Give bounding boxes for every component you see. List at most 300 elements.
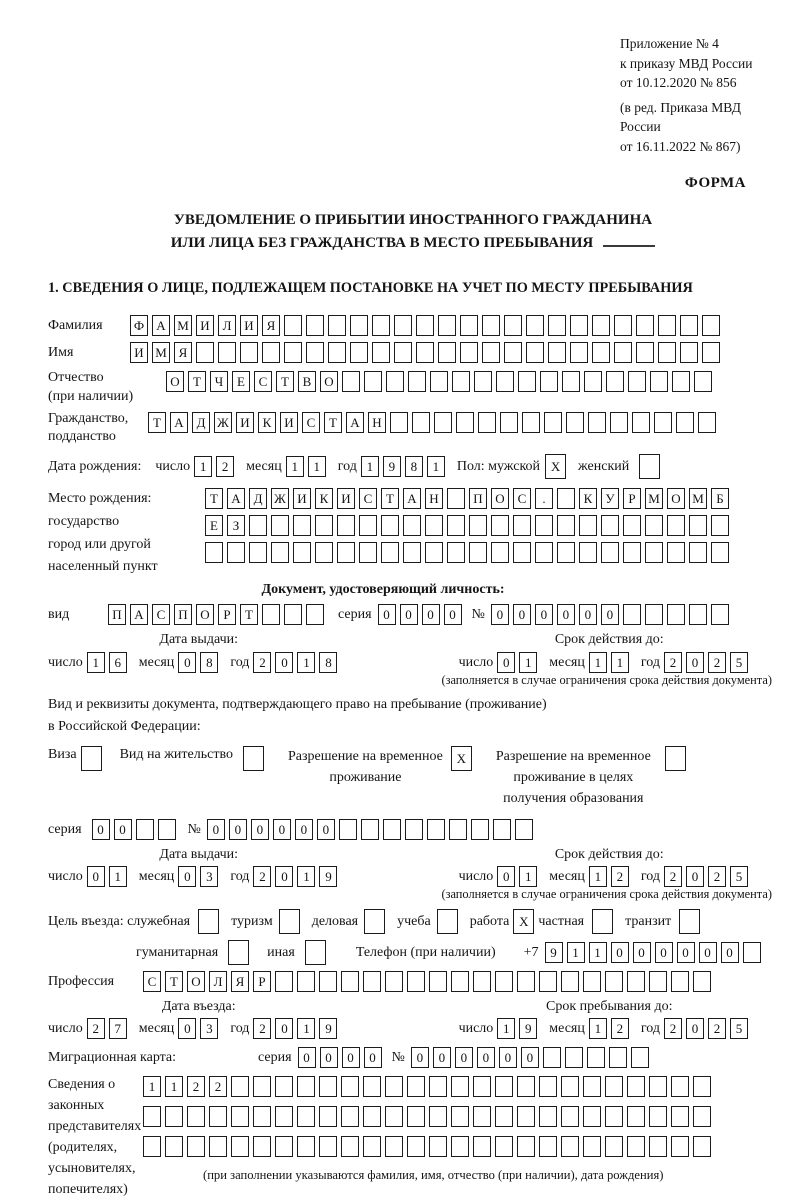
form-cell[interactable] [570,315,588,336]
form-cell[interactable]: Е [205,515,223,536]
purpose-tourism-checkbox[interactable] [279,909,304,934]
form-cell[interactable] [566,412,584,433]
form-cell[interactable]: 1 [589,866,607,887]
form-cell[interactable] [196,342,214,363]
form-cell[interactable]: И [196,315,214,336]
form-cell[interactable]: 0 [686,652,704,673]
form-cell[interactable]: 6 [109,652,127,673]
form-cell[interactable]: С [254,371,272,392]
form-cell[interactable]: А [403,488,421,509]
form-cell[interactable] [383,819,401,840]
form-cell[interactable] [429,1076,447,1097]
form-cell[interactable] [583,1106,601,1127]
form-cell[interactable] [632,412,650,433]
form-cell[interactable]: И [280,412,298,433]
form-cell[interactable] [694,371,712,392]
form-cell[interactable]: Т [324,412,342,433]
form-cell[interactable] [645,515,663,536]
form-cell[interactable] [605,1106,623,1127]
form-cell[interactable]: 0 [699,942,717,963]
form-cell[interactable]: Т [240,604,258,625]
form-cell[interactable] [689,542,707,563]
form-cell[interactable] [451,1136,469,1157]
form-cell[interactable]: 2 [253,1018,271,1039]
form-cell[interactable] [665,746,686,771]
form-cell[interactable]: 1 [286,456,304,477]
form-cell[interactable] [623,604,641,625]
form-cell[interactable] [341,1106,359,1127]
form-cell[interactable]: 9 [545,942,563,963]
form-cell[interactable] [408,371,426,392]
form-cell[interactable]: . [535,488,553,509]
form-cell[interactable]: Я [262,315,280,336]
form-cell[interactable]: А [130,604,148,625]
form-cell[interactable]: 0 [677,942,695,963]
form-cell[interactable]: О [491,488,509,509]
form-cell[interactable] [671,1076,689,1097]
temp-residence-checkbox[interactable] [451,746,476,771]
form-cell[interactable]: 2 [216,456,234,477]
form-cell[interactable] [306,604,324,625]
guardians-row1-input[interactable] [143,1076,715,1097]
given-name-input[interactable] [130,342,724,363]
form-cell[interactable]: 2 [664,866,682,887]
form-cell[interactable] [394,342,412,363]
form-cell[interactable] [693,971,711,992]
form-cell[interactable]: 0 [686,866,704,887]
form-cell[interactable]: Т [148,412,166,433]
form-cell[interactable]: 0 [320,1047,338,1068]
form-cell[interactable] [187,1136,205,1157]
form-cell[interactable]: 1 [297,652,315,673]
form-cell[interactable] [473,1076,491,1097]
purpose-other-checkbox[interactable] [305,940,330,965]
residence-permit-checkbox[interactable] [243,746,268,771]
form-cell[interactable] [557,542,575,563]
form-cell[interactable]: Т [188,371,206,392]
form-cell[interactable] [565,1047,583,1068]
form-cell[interactable]: 1 [143,1076,161,1097]
form-cell[interactable] [364,909,385,934]
form-cell[interactable] [522,412,540,433]
form-cell[interactable] [341,1076,359,1097]
form-cell[interactable] [319,1076,337,1097]
form-cell[interactable] [364,371,382,392]
form-cell[interactable] [407,1136,425,1157]
form-cell[interactable] [473,1106,491,1127]
form-cell[interactable]: 0 [251,819,269,840]
form-cell[interactable]: 0 [114,819,132,840]
profession-input[interactable] [143,971,715,992]
form-cell[interactable]: 1 [297,1018,315,1039]
id-expiry-day-input[interactable] [497,652,541,673]
form-cell[interactable] [297,1076,315,1097]
stay-month-input[interactable] [589,1018,633,1039]
form-cell[interactable]: 0 [491,604,509,625]
form-cell[interactable] [143,1136,161,1157]
form-cell[interactable] [361,819,379,840]
purpose-transit-checkbox[interactable] [679,909,704,934]
form-cell[interactable]: 2 [611,1018,629,1039]
form-cell[interactable] [478,412,496,433]
citizenship-input[interactable] [148,412,720,433]
form-cell[interactable]: 0 [364,1047,382,1068]
form-cell[interactable]: П [469,488,487,509]
form-cell[interactable]: Л [218,315,236,336]
form-cell[interactable]: 2 [664,1018,682,1039]
form-cell[interactable]: К [258,412,276,433]
form-cell[interactable] [605,1076,623,1097]
doc-type-input[interactable] [108,604,328,625]
form-cell[interactable]: Ф [130,315,148,336]
form-cell[interactable] [319,1106,337,1127]
form-cell[interactable] [579,542,597,563]
form-cell[interactable] [605,1136,623,1157]
form-cell[interactable] [372,342,390,363]
form-cell[interactable] [460,342,478,363]
form-cell[interactable] [328,315,346,336]
form-cell[interactable]: А [227,488,245,509]
form-cell[interactable] [557,515,575,536]
birthplace-row1-input[interactable] [205,488,733,509]
form-cell[interactable] [209,1136,227,1157]
form-cell[interactable] [515,819,533,840]
form-cell[interactable] [385,1076,403,1097]
form-cell[interactable]: 2 [253,652,271,673]
form-cell[interactable] [658,342,676,363]
form-cell[interactable] [526,342,544,363]
form-cell[interactable]: М [689,488,707,509]
form-cell[interactable] [449,819,467,840]
form-cell[interactable] [284,604,302,625]
form-cell[interactable] [372,315,390,336]
form-cell[interactable]: 0 [477,1047,495,1068]
form-cell[interactable] [698,412,716,433]
permit-series-input[interactable] [92,819,180,840]
id-issue-month-input[interactable] [178,652,222,673]
form-cell[interactable]: 8 [405,456,423,477]
form-cell[interactable] [407,1076,425,1097]
permit-number-input[interactable] [207,819,537,840]
form-cell[interactable] [339,819,357,840]
form-cell[interactable] [493,819,511,840]
form-cell[interactable]: 0 [342,1047,360,1068]
form-cell[interactable] [517,1106,535,1127]
form-cell[interactable]: Ж [214,412,232,433]
form-cell[interactable] [711,604,729,625]
form-cell[interactable] [583,971,601,992]
form-cell[interactable]: А [170,412,188,433]
form-cell[interactable] [293,515,311,536]
form-cell[interactable] [495,1136,513,1157]
form-cell[interactable]: И [240,315,258,336]
form-cell[interactable] [350,315,368,336]
form-cell[interactable]: 5 [730,1018,748,1039]
form-cell[interactable]: С [302,412,320,433]
form-cell[interactable] [561,1076,579,1097]
form-cell[interactable] [460,315,478,336]
form-cell[interactable] [350,342,368,363]
form-cell[interactable] [437,909,458,934]
form-cell[interactable]: 3 [200,866,218,887]
form-cell[interactable] [363,1136,381,1157]
form-cell[interactable]: Д [249,488,267,509]
form-cell[interactable] [253,1106,271,1127]
form-cell[interactable] [227,542,245,563]
form-cell[interactable]: И [130,342,148,363]
form-cell[interactable]: О [196,604,214,625]
form-cell[interactable] [427,819,445,840]
form-cell[interactable]: 1 [611,652,629,673]
form-cell[interactable]: 1 [109,866,127,887]
form-cell[interactable] [627,971,645,992]
form-cell[interactable]: 0 [499,1047,517,1068]
form-cell[interactable] [711,542,729,563]
form-cell[interactable] [198,909,219,934]
form-cell[interactable] [609,1047,627,1068]
form-cell[interactable] [667,515,685,536]
patronymic-input[interactable] [166,371,716,392]
form-cell[interactable] [473,971,491,992]
form-cell[interactable] [672,371,690,392]
form-cell[interactable] [328,342,346,363]
form-cell[interactable] [693,1076,711,1097]
form-cell[interactable] [689,604,707,625]
form-cell[interactable] [447,542,465,563]
female-checkbox[interactable] [639,454,664,479]
form-cell[interactable]: И [293,488,311,509]
form-cell[interactable] [253,1076,271,1097]
form-cell[interactable] [711,515,729,536]
form-cell[interactable] [474,371,492,392]
form-cell[interactable] [526,315,544,336]
form-cell[interactable] [671,1106,689,1127]
form-cell[interactable] [649,1076,667,1097]
form-cell[interactable]: 2 [611,866,629,887]
form-cell[interactable]: Е [232,371,250,392]
form-cell[interactable]: 2 [664,652,682,673]
form-cell[interactable] [403,542,421,563]
form-cell[interactable] [319,1136,337,1157]
form-cell[interactable] [416,315,434,336]
form-cell[interactable] [407,971,425,992]
form-cell[interactable]: Т [381,488,399,509]
form-cell[interactable] [579,515,597,536]
form-cell[interactable] [381,515,399,536]
form-cell[interactable]: О [166,371,184,392]
form-cell[interactable] [583,1076,601,1097]
form-cell[interactable] [671,1136,689,1157]
form-cell[interactable]: 0 [295,819,313,840]
form-cell[interactable]: 5 [730,652,748,673]
form-cell[interactable] [592,315,610,336]
form-cell[interactable] [610,412,628,433]
form-cell[interactable]: Ж [271,488,289,509]
form-cell[interactable] [539,1106,557,1127]
form-cell[interactable] [654,412,672,433]
form-cell[interactable] [645,604,663,625]
form-cell[interactable] [517,971,535,992]
form-cell[interactable]: 1 [87,652,105,673]
form-cell[interactable]: Р [218,604,236,625]
stay-day-input[interactable] [497,1018,541,1039]
form-cell[interactable] [425,542,443,563]
purpose-humanitarian-checkbox[interactable] [228,940,253,965]
form-cell[interactable] [81,746,102,771]
form-cell[interactable] [209,1106,227,1127]
form-cell[interactable]: 2 [87,1018,105,1039]
guardians-row3-input[interactable] [143,1136,715,1157]
form-cell[interactable] [605,971,623,992]
form-cell[interactable] [231,1106,249,1127]
form-cell[interactable] [456,412,474,433]
form-cell[interactable] [231,1076,249,1097]
form-cell[interactable]: X [545,454,566,479]
form-cell[interactable]: М [645,488,663,509]
form-cell[interactable]: 3 [200,1018,218,1039]
form-cell[interactable]: 0 [317,819,335,840]
form-cell[interactable] [262,342,280,363]
permit-expiry-day-input[interactable] [497,866,541,887]
form-cell[interactable] [359,515,377,536]
form-cell[interactable] [136,819,154,840]
form-cell[interactable] [496,371,514,392]
form-cell[interactable] [438,342,456,363]
form-cell[interactable] [451,971,469,992]
form-cell[interactable] [650,371,668,392]
form-cell[interactable] [645,542,663,563]
form-cell[interactable] [363,971,381,992]
form-cell[interactable] [279,909,300,934]
form-cell[interactable] [218,342,236,363]
form-cell[interactable] [540,371,558,392]
form-cell[interactable]: С [143,971,161,992]
form-cell[interactable] [305,940,326,965]
form-cell[interactable] [430,371,448,392]
form-cell[interactable] [275,971,293,992]
form-cell[interactable] [407,1106,425,1127]
form-cell[interactable] [165,1106,183,1127]
permit-expiry-month-input[interactable] [589,866,633,887]
form-cell[interactable]: 0 [633,942,651,963]
form-cell[interactable]: 0 [455,1047,473,1068]
id-issue-year-input[interactable] [253,652,341,673]
form-cell[interactable] [381,542,399,563]
form-cell[interactable] [680,315,698,336]
purpose-official-checkbox[interactable] [198,909,223,934]
phone-input[interactable] [545,942,765,963]
form-cell[interactable] [557,488,575,509]
purpose-business-checkbox[interactable] [364,909,389,934]
form-cell[interactable] [491,515,509,536]
form-cell[interactable] [385,1136,403,1157]
form-cell[interactable] [315,542,333,563]
form-cell[interactable] [447,488,465,509]
form-cell[interactable] [275,1106,293,1127]
form-cell[interactable] [627,1106,645,1127]
birth-day-input[interactable] [194,456,238,477]
form-cell[interactable] [667,604,685,625]
form-cell[interactable] [504,315,522,336]
form-cell[interactable] [592,909,613,934]
form-cell[interactable]: X [451,746,472,771]
form-cell[interactable]: 0 [378,604,396,625]
form-cell[interactable] [359,542,377,563]
migration-number-input[interactable] [411,1047,653,1068]
form-cell[interactable]: 0 [686,1018,704,1039]
form-cell[interactable] [491,542,509,563]
form-cell[interactable] [513,515,531,536]
form-cell[interactable] [429,1106,447,1127]
form-cell[interactable]: 0 [579,604,597,625]
form-cell[interactable]: 0 [611,942,629,963]
form-cell[interactable]: 0 [400,604,418,625]
form-cell[interactable] [623,542,641,563]
form-cell[interactable]: И [337,488,355,509]
form-cell[interactable] [561,971,579,992]
form-cell[interactable]: З [227,515,245,536]
birthplace-row3-input[interactable] [205,542,733,563]
form-cell[interactable] [471,819,489,840]
form-cell[interactable] [587,1047,605,1068]
form-cell[interactable]: 8 [200,652,218,673]
form-cell[interactable] [284,315,302,336]
form-cell[interactable]: 0 [422,604,440,625]
form-cell[interactable]: И [236,412,254,433]
form-cell[interactable] [473,1136,491,1157]
form-cell[interactable]: У [601,488,619,509]
form-cell[interactable] [583,1136,601,1157]
purpose-private-checkbox[interactable] [592,909,617,934]
form-cell[interactable] [548,315,566,336]
form-cell[interactable]: О [187,971,205,992]
form-cell[interactable] [429,1136,447,1157]
form-cell[interactable] [293,542,311,563]
form-cell[interactable] [231,1136,249,1157]
form-cell[interactable] [614,315,632,336]
form-cell[interactable] [495,1106,513,1127]
form-cell[interactable]: 0 [513,604,531,625]
purpose-work-checkbox[interactable] [513,909,538,934]
form-cell[interactable] [676,412,694,433]
form-cell[interactable] [518,371,536,392]
form-cell[interactable]: 0 [207,819,225,840]
form-cell[interactable] [271,515,289,536]
form-cell[interactable] [561,1136,579,1157]
form-cell[interactable] [606,371,624,392]
form-cell[interactable] [702,342,720,363]
form-cell[interactable] [342,371,360,392]
form-cell[interactable] [482,342,500,363]
form-cell[interactable]: 1 [589,652,607,673]
form-cell[interactable] [539,1136,557,1157]
form-cell[interactable]: 1 [361,456,379,477]
form-cell[interactable] [679,909,700,934]
form-cell[interactable]: 1 [519,652,537,673]
form-cell[interactable] [631,1047,649,1068]
form-cell[interactable] [385,971,403,992]
form-cell[interactable]: 1 [519,866,537,887]
form-cell[interactable] [403,515,421,536]
form-cell[interactable] [425,515,443,536]
form-cell[interactable] [535,515,553,536]
form-cell[interactable]: 8 [319,652,337,673]
form-cell[interactable]: 9 [383,456,401,477]
form-cell[interactable]: 0 [521,1047,539,1068]
form-cell[interactable]: 1 [308,456,326,477]
form-cell[interactable] [649,971,667,992]
form-cell[interactable] [284,342,302,363]
